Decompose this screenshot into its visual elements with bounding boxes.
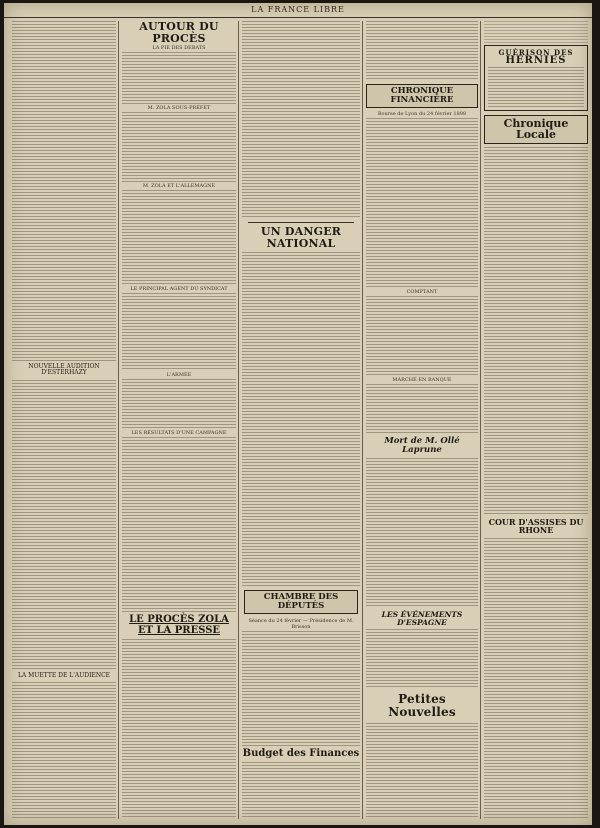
ad-text	[488, 67, 584, 107]
body-text	[122, 437, 236, 612]
article-headline: LE PROCÈS ZOLA ET LA PRESSE	[129, 614, 229, 636]
ad-title: GUÉRISON DES	[498, 48, 574, 57]
article-headline: Chronique Locale	[484, 115, 588, 144]
section-heading: LA MUETTE DE L'AUDIENCE	[17, 671, 111, 679]
article-subheading: LE PRINCIPAL AGENT DU SYNDICAT	[130, 286, 228, 293]
body-text	[122, 112, 236, 182]
article-headline: Budget des Finances	[242, 747, 360, 759]
article-subheading: M. ZOLA ET L'ALLEMAGNE	[142, 183, 216, 190]
body-text	[122, 52, 236, 104]
body-text	[366, 629, 478, 689]
column-rule	[362, 21, 363, 819]
column-4	[366, 21, 478, 819]
column-rule	[118, 21, 119, 819]
body-text	[242, 631, 360, 746]
ad-word: HERNIES	[505, 55, 567, 67]
article-headline: CHAMBRE DES DÉPUTÉS	[244, 590, 358, 614]
article-subheading: LA PIE DES DEBATS	[152, 45, 206, 52]
column-1	[12, 21, 116, 819]
newspaper-page	[4, 3, 592, 825]
body-text	[366, 21, 478, 81]
advertisement	[484, 45, 588, 111]
article-subheading: M. ZOLA SOUS-PRÉFET	[147, 105, 211, 112]
column-5	[484, 21, 588, 819]
section-heading: NOUVELLE AUDITION D'ESTERHAZY	[28, 363, 100, 377]
article-headline: UN DANGER NATIONAL	[260, 225, 342, 250]
body-text	[122, 639, 236, 819]
body-text	[366, 118, 478, 288]
column-rule	[238, 21, 239, 819]
body-text	[242, 252, 360, 586]
body-text	[122, 293, 236, 371]
article-subheading: LES RÉSULTATS D'UNE CAMPAGNE	[131, 430, 227, 437]
body-text	[122, 190, 236, 285]
article-headline: LES ÉVÉNEMENTS D'ESPAGNE	[381, 609, 463, 627]
article-subheading: Bourse de Lyon du 24 février 1898	[377, 110, 467, 117]
article-headline: Petites Nouvelles	[388, 692, 456, 720]
body-text	[484, 21, 588, 43]
article-subheading: MARCHÉ EN BANQUE	[392, 376, 452, 383]
article-subheading: L'ARMÉE	[166, 372, 192, 379]
body-text	[12, 682, 116, 819]
body-text	[242, 21, 360, 219]
masthead	[4, 3, 592, 18]
masthead-title: LA FRANCE LIBRE	[251, 5, 345, 14]
body-text	[366, 723, 478, 819]
divider	[248, 222, 354, 223]
body-text	[484, 538, 588, 819]
article-headline: COUR D'ASSISES DU RHONE	[488, 516, 584, 536]
body-text	[366, 296, 478, 376]
body-text	[366, 458, 478, 608]
column-rule	[480, 21, 481, 819]
column-3	[242, 21, 360, 819]
body-text	[366, 384, 478, 434]
article-headline: CHRONIQUE FINANCIÈRE	[366, 84, 478, 108]
article-headline: Mort de M. Ollé Laprune	[384, 435, 460, 455]
body-text	[242, 762, 360, 819]
body-text	[12, 380, 116, 670]
article-headline: AUTOUR DU PROCÈS	[139, 21, 219, 45]
body-text	[12, 21, 116, 361]
body-text	[484, 147, 588, 515]
article-subheading: COMPTANT	[406, 288, 438, 295]
article-subheading: Séance du 24 février — Présidence de M. Brisson	[248, 617, 354, 630]
column-2	[122, 21, 236, 819]
body-text	[122, 379, 236, 429]
